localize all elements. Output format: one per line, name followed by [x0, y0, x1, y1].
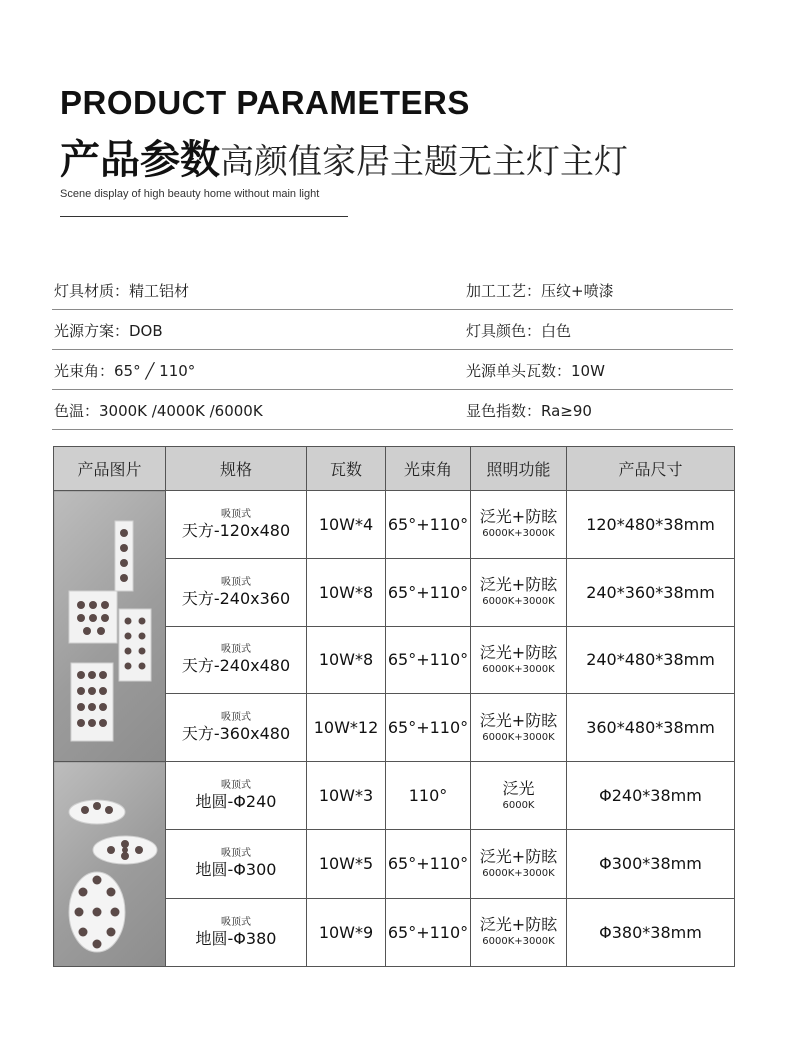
size-value: Φ380*38mm [599, 922, 702, 942]
model-name: 地圆-Φ300 [195, 860, 277, 880]
param-row [52, 270, 733, 310]
table-row [54, 491, 735, 559]
wattage-value: 10W*3 [318, 786, 374, 806]
param-material: 灯具材质：精工铝材 [54, 282, 190, 300]
param-cri: 显色指数：Ra≥90 [466, 402, 592, 420]
function-cell [471, 762, 567, 830]
function-cct: 6000K+3000K [482, 596, 555, 608]
function-cct: 6000K+3000K [482, 528, 555, 540]
size-value: Φ240*38mm [599, 786, 702, 806]
beam-value: 65°+110° [387, 922, 469, 942]
function-value: 泛光+防眩 [479, 642, 558, 662]
param-beam-angle: 光束角：65° ╱ 110° [54, 362, 196, 380]
function-value: 泛光+防眩 [479, 575, 558, 595]
beam-cell [386, 558, 471, 626]
spec-cell [166, 898, 307, 966]
beam-cell [386, 830, 471, 898]
header-function: 照明功能 [471, 447, 567, 491]
mount-type: 吸顶式 [221, 916, 251, 928]
spec-table [53, 446, 735, 967]
size-cell [567, 491, 735, 559]
size-value: 240*360*38mm [586, 582, 715, 602]
function-value: 泛光+防眩 [479, 710, 558, 730]
size-value: 120*480*38mm [586, 514, 715, 534]
beam-value: 110° [408, 786, 448, 806]
spec-cell [166, 694, 307, 762]
wattage-value: 10W*8 [318, 650, 374, 670]
function-value: 泛光+防眩 [479, 846, 558, 866]
wattage-value: 10W*9 [318, 922, 374, 942]
spec-cell [166, 830, 307, 898]
size-cell [567, 830, 735, 898]
function-cell [471, 626, 567, 694]
function-cell [471, 694, 567, 762]
model-name: 天方-360x480 [181, 724, 291, 744]
spec-cell [166, 762, 307, 830]
size-value: 360*480*38mm [586, 718, 715, 738]
mount-type: 吸顶式 [221, 644, 251, 656]
title-cn-light: 高颜值家居主题无主灯主灯 [220, 142, 628, 182]
function-cct: 6000K+3000K [482, 867, 555, 879]
beam-value: 65°+110° [387, 718, 469, 738]
function-value: 泛光 [502, 778, 535, 798]
mount-type: 吸顶式 [221, 508, 251, 520]
param-cct: 色温：3000K /4000K /6000K [54, 402, 263, 420]
beam-value: 65°+110° [387, 650, 469, 670]
model-name: 天方-240x360 [181, 588, 291, 608]
mount-type: 吸顶式 [221, 712, 251, 724]
wattage-cell [307, 491, 386, 559]
title-divider [60, 216, 348, 217]
round-lights-illustration [55, 762, 165, 962]
beam-value: 65°+110° [387, 582, 469, 602]
function-cct: 6000K+3000K [482, 663, 555, 675]
wattage-value: 10W*8 [318, 582, 374, 602]
size-value: 240*480*38mm [586, 650, 715, 670]
function-cell [471, 830, 567, 898]
wattage-cell [307, 830, 386, 898]
function-cct: 6000K+3000K [482, 936, 555, 948]
square-lights-illustration [55, 491, 165, 757]
round-lights-image [54, 762, 166, 967]
table-header-row [54, 447, 735, 491]
size-cell [567, 762, 735, 830]
wattage-cell [307, 558, 386, 626]
function-cell [471, 558, 567, 626]
header-wattage: 瓦数 [307, 447, 386, 491]
function-value: 泛光+防眩 [479, 507, 558, 527]
beam-value: 65°+110° [387, 854, 469, 874]
spec-cell [166, 491, 307, 559]
model-name: 地圆-Φ380 [195, 928, 277, 948]
spec-cell [166, 558, 307, 626]
size-cell [567, 558, 735, 626]
beam-cell [386, 898, 471, 966]
page-title-chinese [60, 128, 628, 185]
beam-cell [386, 762, 471, 830]
param-process: 加工工艺：压纹+喷漆 [466, 282, 614, 300]
param-row [52, 310, 733, 350]
wattage-value: 10W*5 [318, 854, 374, 874]
size-cell [567, 626, 735, 694]
size-value: Φ300*38mm [599, 854, 702, 874]
param-row [52, 390, 733, 430]
header-beam: 光束角 [386, 447, 471, 491]
function-value: 泛光+防眩 [479, 915, 558, 935]
function-cell [471, 491, 567, 559]
subtitle: Scene display of high beauty home without main light [60, 188, 320, 200]
size-cell [567, 898, 735, 966]
mount-type: 吸顶式 [221, 848, 251, 860]
function-cct: 6000K [502, 799, 535, 811]
header-image: 产品图片 [54, 447, 166, 491]
beam-cell [386, 626, 471, 694]
model-name: 地圆-Φ240 [195, 792, 277, 812]
param-color: 灯具颜色：白色 [466, 322, 572, 340]
table-row [54, 762, 735, 830]
param-light-source: 光源方案：DOB [54, 322, 163, 340]
model-name: 天方-240x480 [181, 656, 291, 676]
wattage-value: 10W*12 [313, 718, 379, 738]
model-name: 天方-120x480 [181, 520, 291, 540]
spec-cell [166, 626, 307, 694]
mount-type: 吸顶式 [221, 780, 251, 792]
beam-value: 65°+110° [387, 514, 469, 534]
param-row [52, 350, 733, 390]
wattage-cell [307, 898, 386, 966]
wattage-cell [307, 626, 386, 694]
size-cell [567, 694, 735, 762]
beam-cell [386, 491, 471, 559]
wattage-cell [307, 762, 386, 830]
square-lights-image [54, 491, 166, 762]
title-cn-bold: 产品参数 [60, 137, 220, 183]
page-title-english: PRODUCT PARAMETERS [60, 84, 470, 121]
function-cell [471, 898, 567, 966]
mount-type: 吸顶式 [221, 576, 251, 588]
function-cct: 6000K+3000K [482, 731, 555, 743]
param-wattage: 光源单头瓦数：10W [466, 362, 605, 380]
parameter-list [52, 270, 733, 430]
header-spec: 规格 [166, 447, 307, 491]
wattage-cell [307, 694, 386, 762]
header-size: 产品尺寸 [567, 447, 735, 491]
wattage-value: 10W*4 [318, 514, 374, 534]
beam-cell [386, 694, 471, 762]
